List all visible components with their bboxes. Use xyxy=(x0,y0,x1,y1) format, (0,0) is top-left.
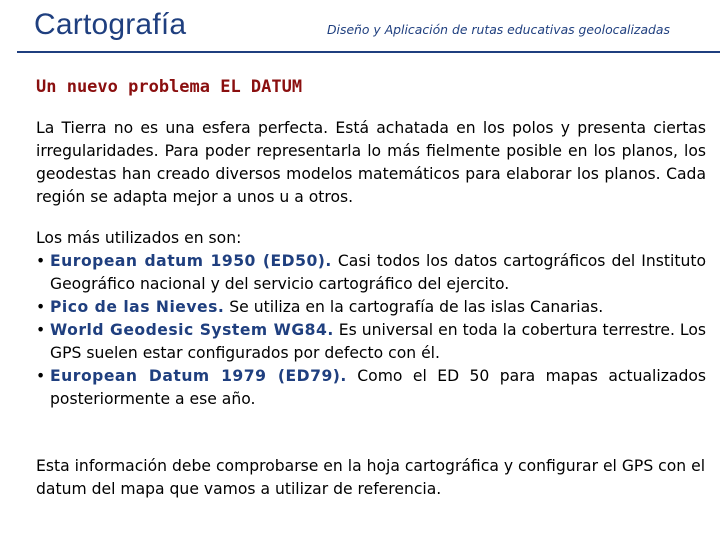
datum-description: Como el ED 50 para mapas actualizados posteriormente a ese año. xyxy=(50,367,707,408)
slide-title: Un nuevo problema EL DATUM xyxy=(36,77,303,97)
list-lead: Los más utilizados en son: xyxy=(36,229,242,247)
bullet-icon: • xyxy=(36,252,46,270)
header-divider xyxy=(17,51,720,53)
datum-description: Se utiliza en la cartografía de las islas Canarias. xyxy=(224,298,604,316)
bullet-icon: • xyxy=(36,321,46,339)
list-item xyxy=(36,296,706,319)
list-item xyxy=(36,250,706,296)
header-title: Cartografía xyxy=(34,8,187,41)
datum-term: Pico de las Nieves. xyxy=(50,298,225,316)
datum-list xyxy=(36,250,706,411)
bullet-icon: • xyxy=(36,367,46,385)
intro-paragraph: La Tierra no es una esfera perfecta. Está achatada en los polos y presenta ciertas irregularidades. Para poder representarla lo más fielmente posible en los planos, los geodestas han creado diversos modelos matemáticos para elaborar los planos. Cada región se adapta mejor a unos u a otros. xyxy=(36,119,706,206)
datum-term: World Geodesic System WG84. xyxy=(50,321,334,339)
datum-term: European datum 1950 (ED50). xyxy=(50,252,332,270)
datum-description: Casi todos los datos cartográficos del Instituto Geográfico nacional y del servicio cartográfico del ejercito. xyxy=(50,252,706,293)
slide-header xyxy=(0,0,720,52)
list-item xyxy=(36,319,706,365)
closing-paragraph: Esta información debe comprobarse en la hoja cartográfica y configurar el GPS con el datum del mapa que vamos a utilizar de referencia. xyxy=(36,457,706,498)
header-subtitle: Diseño y Aplicación de rutas educativas geolocalizadas xyxy=(327,22,670,37)
datum-term: European Datum 1979 (ED79). xyxy=(50,367,347,385)
datum-description: Es universal en toda la cobertura terrestre. Los GPS suelen estar configurados por defecto con él. xyxy=(50,321,707,362)
bullet-icon: • xyxy=(36,298,46,316)
list-item xyxy=(36,365,706,411)
